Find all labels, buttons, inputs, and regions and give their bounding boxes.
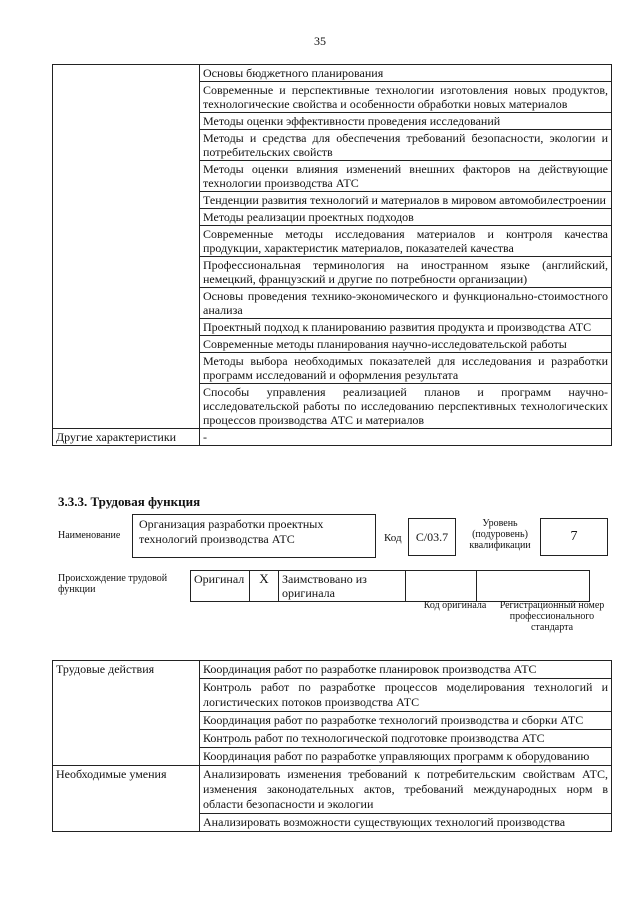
origin-table xyxy=(190,570,590,602)
origin-label: Происхождение трудовой функции xyxy=(58,573,168,595)
skill-item: Анализировать возможности существующих технологий производства xyxy=(200,814,612,832)
skill-item: Анализировать изменения требований к потребительским свойствам АТС, изменения законодательных актов, требований международных норм в области безопасности и экологии xyxy=(200,766,612,814)
knowledge-item: Методы оценки эффективности проведения исследований xyxy=(200,113,612,130)
page-number: 35 xyxy=(314,34,326,48)
knowledge-item: Современные методы исследования материалов и контроля качества продукции, характеристик материалов, показателей качества xyxy=(200,226,612,257)
knowledge-item: Современные методы планирования научно-исследовательской работы xyxy=(200,336,612,353)
registration-number-caption: Регистрационный номер профессионального стандарта xyxy=(499,600,605,633)
function-code-box: C/03.7 xyxy=(408,518,456,556)
section-heading: 3.3.3. Трудовая функция xyxy=(58,494,201,509)
origin-reg-cell xyxy=(477,571,590,602)
knowledge-item: Проектный подход к планированию развития продукта и производства АТС xyxy=(200,319,612,336)
knowledge-item: Профессиональная терминология на иностранном языке (английский, немецкий, французский и другие по потребности организации) xyxy=(200,257,612,288)
origin-code-cell xyxy=(406,571,477,602)
action-item: Контроль работ по технологической подготовке производства АТС xyxy=(200,730,612,748)
knowledge-item: Основы бюджетного планирования xyxy=(200,65,612,82)
other-characteristics-label: Другие характеристики xyxy=(53,429,200,446)
knowledge-item: Способы управления реализацией планов и программ научно-исследовательской работы по исследованию перспективных технологических процессов производства АТС и материалов xyxy=(200,384,612,429)
code-label: Код xyxy=(384,532,402,544)
knowledge-item: Методы реализации проектных подходов xyxy=(200,209,612,226)
action-item: Координация работ по разработке управляющих программ к оборудованию xyxy=(200,748,612,766)
knowledge-item: Современные и перспективные технологии изготовления новых продуктов, технологические свойства и особенности обработки новых материалов xyxy=(200,82,612,113)
knowledge-item: Методы и средства для обеспечения требований безопасности, экологии и потребительских свойств xyxy=(200,130,612,161)
original-mark: X xyxy=(250,571,279,602)
knowledge-table xyxy=(52,64,612,446)
original-code-caption: Код оригинала xyxy=(423,600,487,611)
name-label: Наименование xyxy=(58,530,121,541)
action-item: Координация работ по разработке планировок производства АТС xyxy=(200,661,612,679)
knowledge-item: Тенденции развития технологий и материалов в мировом автомобилестроении xyxy=(200,192,612,209)
skills-label: Необходимые умения xyxy=(53,766,200,832)
knowledge-left-label xyxy=(53,65,200,429)
action-item: Координация работ по разработке технологий производства и сборки АТС xyxy=(200,712,612,730)
action-item: Контроль работ по разработке процессов моделирования технологий и логистических потоков производства АТС xyxy=(200,679,612,712)
level-label: Уровень (подуровень) квалификации xyxy=(469,518,531,551)
actions-label: Трудовые действия xyxy=(53,661,200,766)
function-name-box: Организация разработки проектных технологий производства АТС xyxy=(132,514,376,558)
knowledge-item: Методы выбора необходимых показателей для исследования и разработки программ исследований и оформления результата xyxy=(200,353,612,384)
borrowed-label: Заимствовано из оригинала xyxy=(279,571,406,602)
labor-actions-table xyxy=(52,660,612,832)
level-value-box: 7 xyxy=(540,518,608,556)
knowledge-item: Методы оценки влияния изменений внешних факторов на действующие технологии производства АТС xyxy=(200,161,612,192)
other-characteristics-value: - xyxy=(200,429,612,446)
knowledge-item: Основы проведения технико-экономического и функционально-стоимостного анализа xyxy=(200,288,612,319)
original-label: Оригинал xyxy=(191,571,250,602)
